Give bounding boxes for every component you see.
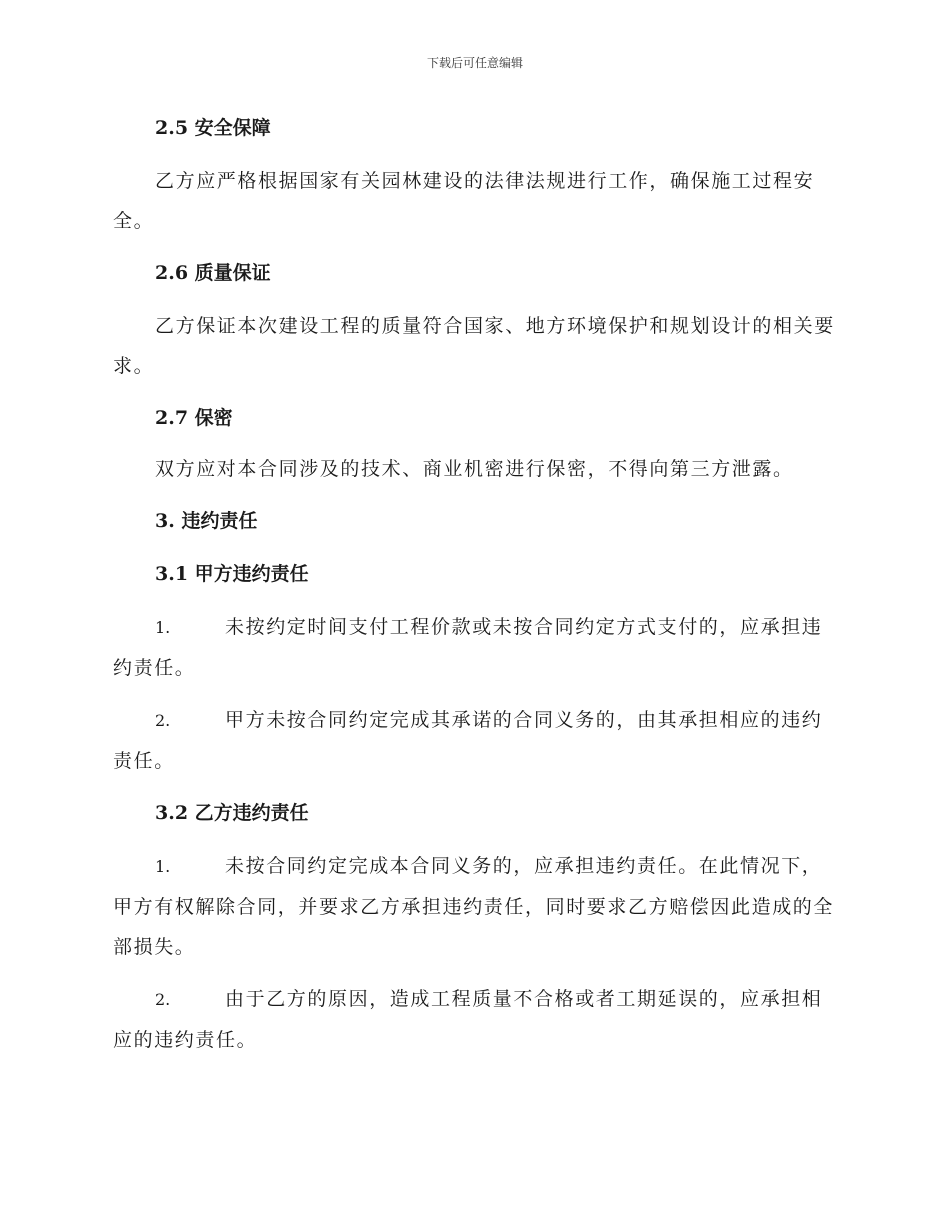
paragraph-2-7: 双方应对本合同涉及的技术、商业机密进行保密，不得向第三方泄露。 [155, 458, 794, 480]
document-body [113, 108, 837, 1060]
heading-2-5: 2.5 安全保障 [155, 117, 271, 139]
list-item-3-2-2 [113, 979, 837, 1060]
paragraph-2-6: 乙方保证本次建设工程的质量符合国家、地方环境保护和规划设计的相关要求。 [113, 315, 835, 377]
heading-3: 3. 违约责任 [155, 510, 258, 532]
list-number: 1. [155, 857, 171, 876]
list-number: 1. [155, 618, 171, 637]
list-number: 2. [155, 990, 171, 1009]
list-item-text: 未按约定时间支付工程价款或未按合同约定方式支付的，应承担违约责任。 [113, 616, 823, 679]
list-item-3-2-1 [113, 846, 837, 967]
list-item-3-1-2 [113, 700, 837, 781]
heading-3-1: 3.1 甲方违约责任 [155, 563, 309, 585]
heading-2-6: 2.6 质量保证 [155, 262, 271, 284]
page-header: 下载后可任意编辑 [426, 56, 523, 70]
heading-3-2: 3.2 乙方违约责任 [155, 802, 309, 824]
list-number: 2. [155, 711, 171, 730]
list-item-text: 未按合同约定完成本合同义务的，应承担违约责任。在此情况下，甲方有权解除合同，并要求乙方承担违约责任，同时要求乙方赔偿因此造成的全部损失。 [113, 855, 835, 958]
heading-2-7: 2.7 保密 [155, 407, 233, 429]
paragraph-2-5: 乙方应严格根据国家有关园林建设的法律法规进行工作，确保施工过程安全。 [113, 170, 815, 232]
list-item-text: 甲方未按合同约定完成其承诺的合同义务的，由其承担相应的违约责任。 [113, 709, 823, 772]
list-item-text: 由于乙方的原因，造成工程质量不合格或者工期延误的，应承担相应的违约责任。 [113, 988, 823, 1051]
list-item-3-1-1 [113, 607, 837, 688]
